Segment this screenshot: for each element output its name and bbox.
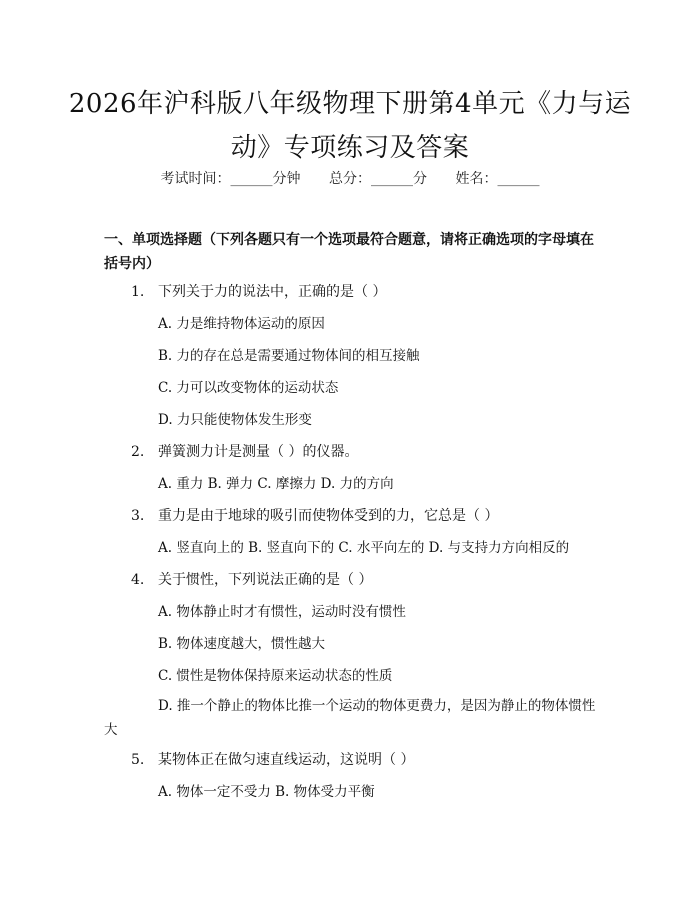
question-number: 1. bbox=[131, 284, 145, 300]
question-2-options: A. 重力 B. 弹力 C. 摩擦力 D. 力的方向 bbox=[158, 476, 394, 492]
name-field: 姓名：______ bbox=[455, 171, 540, 187]
exam-time-field: 考试时间：______分钟 bbox=[160, 171, 301, 187]
question-1-option-b: B. 力的存在总是需要通过物体间的相互接触 bbox=[158, 348, 420, 364]
question-text: 重力是由于地球的吸引而使物体受到的力，它总是（ ） bbox=[158, 508, 499, 524]
question-text: 某物体正在做匀速直线运动，这说明（ ） bbox=[158, 752, 415, 768]
question-number: 3. bbox=[131, 508, 145, 524]
question-1-option-d: D. 力只能使物体发生形变 bbox=[158, 412, 312, 428]
question-4-option-c: C. 惯性是物体保持原来运动状态的性质 bbox=[158, 668, 393, 684]
question-text: 弹簧测力计是测量（ ）的仪器。 bbox=[158, 444, 359, 460]
question-2 bbox=[131, 442, 358, 462]
question-number: 2. bbox=[131, 444, 145, 460]
page-title: 2026年沪科版八年级物理下册第4单元《力与运动》专项练习及答案 bbox=[68, 89, 632, 163]
question-1-option-a: A. 力是维持物体运动的原因 bbox=[158, 316, 325, 332]
question-5-options: A. 物体一定不受力 B. 物体受力平衡 bbox=[158, 784, 375, 800]
section-heading: 一、单项选择题（下列各题只有一个选项最符合题意，请将正确选项的字母填在括号内） bbox=[104, 232, 594, 272]
total-score-field: 总分：______分 bbox=[329, 171, 427, 187]
exam-info-line bbox=[0, 168, 700, 188]
question-text: 下列关于力的说法中，正确的是（ ） bbox=[158, 284, 387, 300]
question-4 bbox=[131, 570, 372, 590]
question-3-options: A. 竖直向上的 B. 竖直向下的 C. 水平向左的 D. 与支持力方向相反的 bbox=[158, 540, 570, 556]
question-text: 关于惯性，下列说法正确的是（ ） bbox=[158, 572, 373, 588]
question-4-option-b: B. 物体速度越大，惯性越大 bbox=[158, 636, 326, 652]
question-5 bbox=[131, 750, 414, 770]
question-number: 5. bbox=[131, 752, 145, 768]
question-1 bbox=[131, 282, 386, 302]
question-4-option-a: A. 物体静止时才有惯性，运动时没有惯性 bbox=[158, 604, 406, 620]
question-3 bbox=[131, 506, 498, 526]
question-1-option-c: C. 力可以改变物体的运动状态 bbox=[158, 380, 339, 396]
question-number: 4. bbox=[131, 572, 145, 588]
question-4-option-d: D. 推一个静止的物体比推一个运动的物体更费力，是因为静止的物体惯性大 bbox=[104, 698, 596, 738]
